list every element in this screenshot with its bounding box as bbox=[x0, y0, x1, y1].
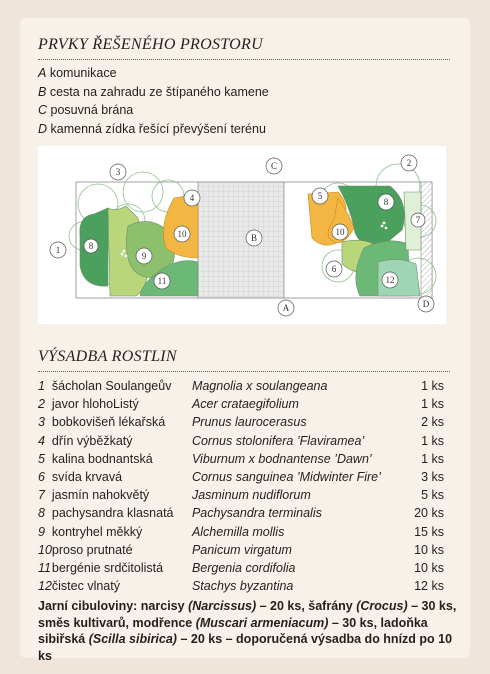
plan-label-1: 1 bbox=[55, 245, 61, 255]
legend-item-c: C posuvná brána bbox=[38, 103, 134, 117]
plant-czech-name: pachysandra klasnatá bbox=[51, 506, 174, 521]
plan-label-b: B bbox=[250, 233, 258, 243]
plant-latin-name: Pachysandra terminalis bbox=[191, 506, 322, 521]
plan-label-9: 9 bbox=[141, 251, 147, 261]
table-row bbox=[38, 450, 444, 468]
plant-latin-name: Bergenia cordifolia bbox=[191, 560, 296, 575]
plant-quantity: 20 ks bbox=[414, 506, 444, 521]
dotted-divider bbox=[38, 59, 450, 60]
plan-label-3: 3 bbox=[115, 167, 121, 177]
table-row bbox=[38, 413, 444, 431]
plan-label-7: 7 bbox=[415, 215, 421, 225]
plant-czech-name: bergénie srdčitolistá bbox=[51, 560, 164, 575]
plan-label-8-right: 8 bbox=[383, 197, 389, 207]
section-title-elements: PRVKY ŘEŠENÉHO PROSTORU bbox=[38, 36, 263, 53]
plan-label-12: 12 bbox=[385, 275, 395, 285]
bulbs-note: Jarní cibuloviny: narcisy (Narcissus) – 20 ks, šafrány (Crocus) – 30 ks, směs kultivarů, modřence (Muscari armeniacum) – 30 ks, ladoňka sibiřská (Scilla sibirica) – 20 ks – doporučená výsadba do hnízd po 10 ks bbox=[38, 599, 457, 663]
plant-quantity: 12 ks bbox=[414, 579, 444, 594]
table-row bbox=[38, 468, 444, 486]
plant-quantity: 1 ks bbox=[421, 433, 444, 448]
plant-czech-name: javor hlohoListý bbox=[51, 397, 139, 412]
plant-number: 12 bbox=[38, 579, 52, 594]
section-title-planting: VÝSADBA ROSTLIN bbox=[38, 348, 177, 365]
plant-czech-name: šácholan Soulangeův bbox=[51, 379, 172, 394]
plant-number: 4 bbox=[38, 433, 45, 448]
plan-label-2: 2 bbox=[406, 158, 412, 168]
table-row bbox=[38, 541, 444, 559]
plant-latin-name: Cornus sanguinea ’Midwinter Fire’ bbox=[191, 470, 381, 485]
plan-label-11: 11 bbox=[157, 276, 167, 286]
plant-number: 2 bbox=[38, 397, 45, 412]
plant-number: 8 bbox=[38, 506, 45, 521]
plant-quantity: 5 ks bbox=[421, 488, 444, 503]
plant-czech-name: čistec vlnatý bbox=[51, 579, 120, 594]
plan-label-6: 6 bbox=[331, 264, 337, 274]
plant-quantity: 3 ks bbox=[421, 470, 444, 485]
plant-czech-name: jasmín nahokvětý bbox=[51, 488, 150, 503]
plant-czech-name: proso prutnaté bbox=[51, 542, 133, 557]
table-row bbox=[38, 432, 444, 450]
plan-label-10-left: 10 bbox=[177, 229, 187, 239]
plant-number: 1 bbox=[38, 379, 45, 394]
plan-label-8-left: 8 bbox=[88, 241, 94, 251]
plan-label-4: 4 bbox=[189, 193, 195, 203]
plan-label-10-right: 10 bbox=[335, 227, 345, 237]
legend-list bbox=[38, 64, 269, 138]
plant-quantity: 15 ks bbox=[414, 524, 444, 539]
table-row bbox=[38, 559, 444, 577]
plant-number: 7 bbox=[38, 488, 45, 503]
plant-latin-name: Viburnum x bodnantense ’Dawn’ bbox=[191, 451, 372, 466]
plant-latin-name: Panicum virgatum bbox=[191, 542, 292, 557]
plant-number: 10 bbox=[38, 542, 52, 557]
plan-label-c: C bbox=[270, 161, 278, 171]
legend-item-d: D kamenná zídka řešící převýšení terénu bbox=[38, 121, 266, 136]
table-row bbox=[38, 504, 444, 522]
plant-latin-name: Acer crataegifolium bbox=[191, 397, 299, 412]
table-row bbox=[38, 395, 444, 413]
plant-quantity: 10 ks bbox=[414, 542, 444, 557]
plan-label-a: A bbox=[282, 303, 290, 313]
plant-czech-name: dřín výběžkatý bbox=[51, 433, 133, 448]
dotted-divider bbox=[38, 371, 450, 372]
stone-wall bbox=[421, 182, 432, 298]
plant-latin-name: Alchemilla mollis bbox=[191, 524, 285, 539]
plant-number: 11 bbox=[38, 560, 51, 575]
table-row bbox=[38, 377, 444, 395]
plant-quantity: 1 ks bbox=[421, 379, 444, 394]
plant-latin-name: Jasminum nudiflorum bbox=[191, 488, 311, 503]
plant-quantity: 1 ks bbox=[421, 397, 444, 412]
plant-table bbox=[38, 377, 444, 595]
plant-quantity: 1 ks bbox=[421, 451, 444, 466]
garden-plan bbox=[38, 146, 446, 324]
plant-number: 5 bbox=[38, 451, 45, 466]
plant-czech-name: kontryhel měkký bbox=[51, 524, 143, 539]
gravel-path bbox=[198, 182, 284, 298]
plan-label-d: D bbox=[422, 299, 430, 309]
plant-czech-name: svída krvavá bbox=[51, 470, 123, 485]
plan-label-5: 5 bbox=[317, 191, 323, 201]
legend-item-b: B cesta na zahradu ze štípaného kamene bbox=[38, 84, 269, 99]
plant-latin-name: Cornus stolonifera ’Flaviramea’ bbox=[191, 433, 365, 448]
plant-czech-name: kalina bodnantská bbox=[51, 451, 153, 466]
legend-item-a: A komunikace bbox=[38, 66, 117, 80]
plant-quantity: 2 ks bbox=[421, 415, 444, 430]
plant-latin-name: Magnolia x soulangeana bbox=[191, 379, 328, 394]
plant-czech-name: bobkovišeň lékařská bbox=[51, 415, 166, 430]
table-row bbox=[38, 577, 444, 595]
table-row bbox=[38, 523, 444, 541]
table-row bbox=[38, 486, 444, 504]
plant-latin-name: Prunus laurocerasus bbox=[191, 415, 307, 430]
plant-quantity: 10 ks bbox=[414, 560, 444, 575]
plant-number: 3 bbox=[38, 415, 45, 430]
plant-latin-name: Stachys byzantina bbox=[191, 579, 294, 594]
plant-number: 6 bbox=[38, 470, 45, 485]
plant-number: 9 bbox=[38, 524, 45, 539]
